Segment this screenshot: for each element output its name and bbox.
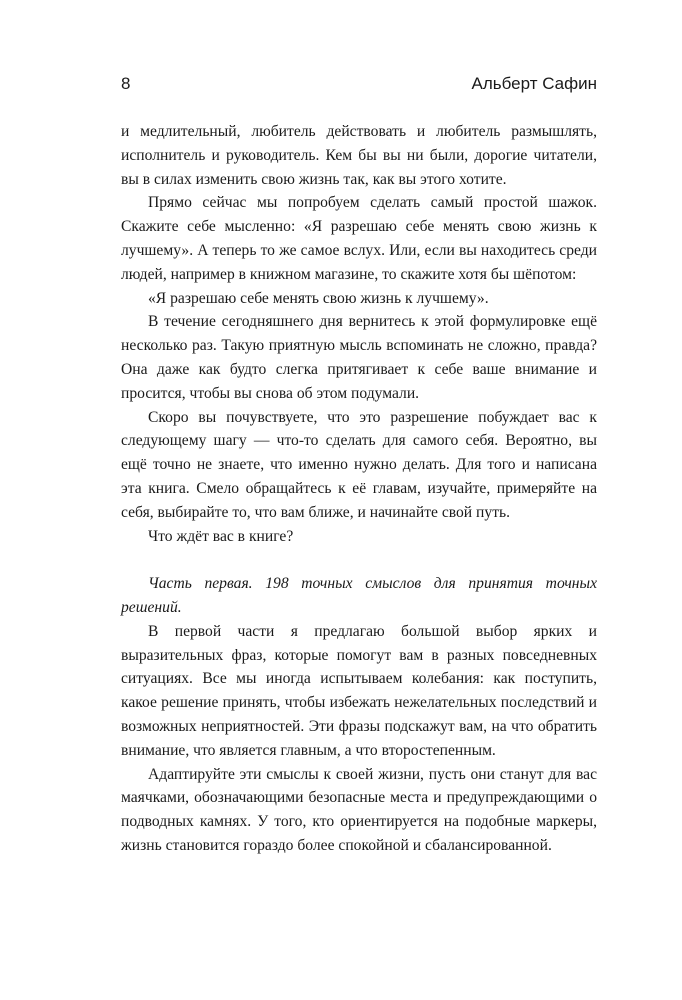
running-head-author: Альберт Сафин bbox=[471, 74, 597, 93]
paragraph: Прямо сейчас мы попробуем сделать самый простой шажок. Скажите себе мысленно: «Я разрешаю себе менять свою жизнь к лучшему». А теперь то же самое вслух. Или, если вы находитесь среди людей, например в книжном магазине, то скажите хотя бы шёпотом: bbox=[121, 194, 597, 283]
paragraph-continuation: и медлительный, любитель действовать и любитель размышлять, исполнитель и руководитель. Кем бы вы ни были, дорогие читатели, вы в силах изменить свою жизнь так, как вы этого хотите. bbox=[121, 123, 597, 188]
running-head bbox=[121, 74, 597, 98]
paragraph: В первой части я предлагаю большой выбор ярких и выразительных фраз, которые помогут вам в разных повседневных ситуациях. Все мы иногда испытываем колебания: как поступить, какое решение принять, чтобы избежать нежелательных последствий и возможных неприятностей. Эти фразы подскажут вам, на что обратить внимание, что является главным, а что второстепенным. bbox=[121, 622, 597, 759]
paragraph: В течение сегодняшнего дня вернитесь к этой формулировке ещё несколько раз. Такую приятную мысль вспоминать не сложно, правда? Она даже как будто слегка притягивает к себе ваше внимание и просится, чтобы вы снова об этом подумали. bbox=[121, 313, 597, 402]
paragraph-quote: «Я разрешаю себе менять свою жизнь к лучшему». bbox=[148, 289, 489, 307]
paragraph: Что ждёт вас в книге? bbox=[148, 527, 294, 545]
body-text bbox=[121, 120, 597, 858]
paragraph: Скоро вы почувствуете, что это разрешение побуждает вас к следующему шагу — что-то сделать для самого себя. Вероятно, вы ещё точно не знаете, что именно нужно делать. Для того и написана эта книга. Смело обращайтесь к её главам, изучайте, примеряйте на себя, выбирайте то, что вам ближе, и начинайте свой путь. bbox=[121, 408, 597, 521]
section-heading-part-one: Часть первая. 198 точных смыслов для принятия точных решений. bbox=[121, 575, 597, 616]
paragraph: Адаптируйте эти смыслы к своей жизни, пусть они станут для вас маячками, обозначающими безопасные места и предупреждающими о подводных камнях. У того, кто ориентируется на подобные маркеры, жизнь становится гораздо более спокойной и сбалансированной. bbox=[121, 765, 597, 854]
page-number: 8 bbox=[121, 74, 131, 93]
